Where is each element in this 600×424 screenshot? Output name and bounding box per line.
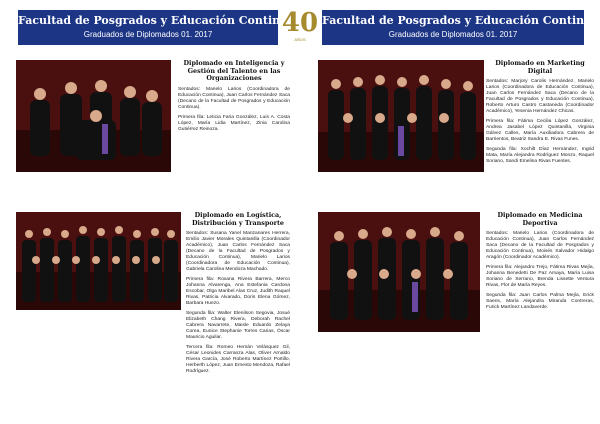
caption-row-2: Segunda fila: Juan Carlos Palma Mejía, Erick Saens, María Alejandra Miranda Contreras, Furick Martínez Landaverde.: [486, 293, 594, 311]
group-photo-sports-medicine: [318, 212, 480, 332]
logo-number: 40: [281, 8, 319, 38]
section-title: Diplomado en Medicina Deportiva: [497, 211, 583, 227]
header-banner-left: [18, 10, 296, 45]
section-body: [486, 79, 594, 165]
caption-row-1: Primera fila: Leticia Faria González, Luis A. Costa López, María Lidia Martínez, Zinia Carolina Gutiérrez Reinoza.: [178, 114, 290, 132]
section-title: Diplomado en Logística, Distribución y Transporte: [192, 211, 284, 227]
caption-row-1: Primera fila: Roxana Rivera Barrera, Merco Johanna Alvarenga, Ana Estefania Cardona Escobar, Olga Maribel Alas Cruz, Judith Raquel Rivas, Patricia Alvarado, Doris Elena Gómez, Barbara Huezo.: [186, 277, 290, 307]
graduates-subtitle: Graduados de Diplomados 01. 2017: [83, 30, 213, 39]
caption-row-1: Primera fila: Alejandro Trejo, Fátima Rivas Mejía, Johanna Benedetti De Paz Amaya, María Luisa Soriano de Serrano, Brenda Lissette Ventura Rivas, Flor de María Reyes.: [486, 265, 594, 289]
caption-row-3: Tercera fila: Romeo Hernán Velásquez Gil, César Leonides Carranza Alas, Oliver Arnaldo Rivera García, José Roberto Martínez Portillo, Herberth López, Juan Ernesto Mendoza, Rafael Rodríguez.: [186, 345, 290, 375]
caption-row-2: Segunda fila: Xochilt Díaz Hernández, Ingrid Mata, María Alejandra Rodríguez Monzo, Raquel Soriano, Sandi Emelina Rivas Fuentes.: [486, 147, 594, 165]
section-digital-marketing: [486, 60, 594, 169]
section-talent-management: [178, 60, 290, 137]
group-photo-talent-management: [16, 60, 171, 172]
header-banner-right: [322, 10, 600, 45]
caption-seated: Sentados: Marielo Larios (Coordinadora de Educación Continua), Juan Carlos Fernández Saca (Decano de la Facultad de Posgrados y Educación Continua), Moisés Salvador Hidalgo Aragón (Coordinador Académico).: [486, 231, 594, 261]
section-logistics: [186, 212, 290, 379]
logo-caption: AÑOS: [294, 37, 306, 42]
caption-seated: Sentados: Marjory Carolis Hernández, Marielo Larios (Coordinadora de Educación Continua), Juan Carlos Fernández Saca (Decano de la Facultad de Posgrados y Educación Continua), Roberto Arturo Castro Castaneda (Coordinador Académico), Yesenia Hernández Chicas.: [486, 79, 594, 115]
caption-row-1: Primera fila: Fátima Cecilia López González, Andrea Jasabel López Quintanilla, Virginia Gálvez Calles, María Auxiliadora Cabrera de Barrientos, Beatriz Sandra E. Rivas Funes.: [486, 119, 594, 143]
section-title: Diplomado en Inteligencia y Gestión del Talento en las Organizaciones: [183, 59, 285, 83]
graduates-subtitle: Graduados de Diplomados 01. 2017: [388, 30, 518, 39]
section-body: [186, 231, 290, 375]
right-page: [300, 0, 600, 424]
section-title: Diplomado en Marketing Digital: [495, 59, 585, 75]
section-body: [486, 231, 594, 311]
caption-seated: Sentados: Susana Yanel Manzanares Herrera, Emilio Javier Morales Quintanilla (Coordinador Académico), Juan Carlos Fernández Saca (Decano de la Facultad de Posgrados y Educación Continua), Marielo Larios (Coordinadora de Educación Continua), Gabriela Carolina Mendoza Machado.: [186, 231, 290, 273]
group-photo-logistics: [16, 212, 181, 310]
section-sports-medicine: [486, 212, 594, 315]
faculty-title: Facultad de Posgrados y Educación Continua: [322, 14, 600, 27]
caption-seated: Sentados: Marielo Larios (Coordinadora de Educación Continua), Juan Carlos Fernández Saca (Decano de la Facultad de Posgrados y Educación Continua).: [178, 86, 290, 110]
anniversary-logo: [281, 9, 319, 47]
section-body: [178, 87, 290, 133]
caption-row-2: Segunda fila: Walter Elenilson Segovia, Josué Elizabeth Chang Rivera, Deborah Rachel Cabrera Navarrete, Maisle Eduardo Zelaya Corea, Eunice Stephanie Torres Carias, Óscar Mauricio Aguilar.: [186, 311, 290, 341]
faculty-title: Facultad de Posgrados y Educación Continua: [18, 14, 296, 27]
group-photo-digital-marketing: [318, 60, 484, 172]
